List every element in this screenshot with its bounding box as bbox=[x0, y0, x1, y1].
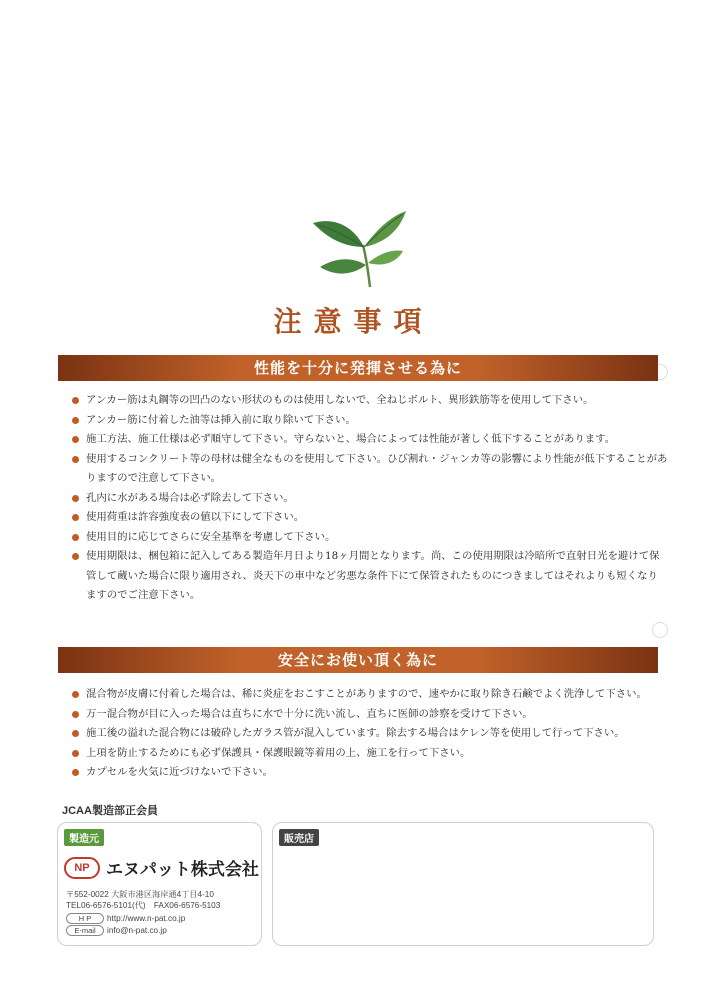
list-item bbox=[68, 508, 668, 528]
list-item bbox=[68, 411, 668, 431]
list-item-text: 使用目的に応じてさらに安全基準を考慮して下さい。 bbox=[86, 530, 336, 543]
company-name: エヌパット株式会社 bbox=[106, 860, 259, 879]
list-item-text: カプセルを火気に近づけないで下さい。 bbox=[86, 766, 273, 778]
list-item bbox=[68, 430, 668, 450]
list-item bbox=[68, 724, 668, 744]
bullet-icon bbox=[72, 417, 79, 424]
bullet-icon bbox=[72, 456, 79, 463]
list-item bbox=[68, 744, 668, 764]
bullet-icon bbox=[72, 691, 79, 698]
email-link[interactable]: info@n-pat.co.jp bbox=[107, 926, 167, 935]
list-item-text: 孔内に水がある場合は必ず除去して下さい。 bbox=[86, 491, 294, 504]
list-item-text: アンカー筋は丸鋼等の凹凸のない形状のものは使用しないで、全ねじボルト、異形鉄筋等を使用して下さい。 bbox=[86, 394, 594, 406]
manufacturer-box bbox=[57, 822, 262, 946]
list-item-text: 使用するコンクリート等の母材は健全なものを使用して下さい。ひび割れ・ジャンカ等の影響により性能が低下することがありますので注意して下さい。 bbox=[86, 452, 668, 484]
bullet-icon bbox=[72, 495, 79, 502]
list-item-text: 万一混合物が目に入った場合は直ちに水で十分に洗い流し、直ちに医師の診察を受けて下さい。 bbox=[86, 707, 533, 720]
section-heading-performance: 性能を十分に発揮させる為に bbox=[58, 355, 658, 381]
list-item-text: 使用荷重は許容強度表の値以下にして下さい。 bbox=[86, 511, 305, 523]
bullet-icon bbox=[72, 534, 79, 541]
list-item bbox=[68, 547, 668, 606]
dealer-tag: 販売店 bbox=[279, 829, 319, 846]
hp-label: H P bbox=[66, 913, 104, 924]
manufacturer-tag: 製造元 bbox=[64, 829, 104, 846]
bullet-icon bbox=[72, 769, 79, 776]
membership-label: JCAA製造部正会員 bbox=[62, 805, 158, 817]
company-phone: TEL06-6576-5101(代) FAX06-6576-5103 bbox=[66, 901, 221, 910]
list-item bbox=[68, 705, 668, 725]
company-address: 〒552-0022 大阪市港区海岸通4丁目4-10 bbox=[66, 890, 214, 899]
bullet-icon bbox=[72, 750, 79, 757]
leaf-icon bbox=[308, 205, 408, 290]
np-logo-icon: NP bbox=[64, 857, 100, 879]
bullet-icon bbox=[72, 711, 79, 718]
dealer-box bbox=[272, 822, 654, 946]
list-item bbox=[68, 763, 668, 783]
list-item bbox=[68, 489, 668, 509]
list-item-text: アンカー筋に付着した油等は挿入前に取り除いて下さい。 bbox=[86, 413, 356, 426]
bullet-icon bbox=[72, 514, 79, 521]
email-row bbox=[66, 925, 167, 936]
email-label: E-mail bbox=[66, 925, 104, 936]
website-link[interactable]: http://www.n-pat.co.jp bbox=[107, 914, 186, 923]
list-item-text: 混合物が皮膚に付着した場合は、稀に炎症をおこすことがありますので、速やかに取り除き石鹸でよく洗浄して下さい。 bbox=[86, 688, 647, 700]
bullet-icon bbox=[72, 553, 79, 560]
list-item-text: 施工方法、施工仕様は必ず順守して下さい。守らないと、場合によっては性能が著しく低下することがあります。 bbox=[86, 433, 616, 445]
bullet-icon bbox=[72, 436, 79, 443]
company-logo bbox=[64, 855, 259, 880]
list-item bbox=[68, 528, 668, 548]
safety-list bbox=[68, 685, 668, 783]
page-title: 注意事項 bbox=[273, 305, 434, 338]
list-item-text: 使用期限は、梱包箱に記入してある製造年月日より18ヶ月間となります。尚、この使用期限は冷暗所で直射日光を避けて保管して蔵いた場合に限り適用され、炎天下の車中など劣悪な条件下にて保管されたものにつきましてはそれよりも短くなりますのでご注意下さい。 bbox=[86, 550, 660, 601]
list-item bbox=[68, 391, 668, 411]
list-item-text: 上項を防止するためにも必ず保護具・保護眼鏡等着用の上、施工を行って下さい。 bbox=[86, 746, 471, 759]
list-item-text: 施工後の溢れた混合物には破砕したガラス管が混入しています。除去する場合はケレン等を使用して行って下さい。 bbox=[86, 727, 625, 739]
section-heading-safety: 安全にお使い頂く為に bbox=[58, 647, 658, 673]
list-item bbox=[68, 685, 668, 705]
bullet-icon bbox=[72, 730, 79, 737]
performance-list bbox=[68, 391, 668, 606]
binding-hole bbox=[652, 622, 668, 638]
list-item bbox=[68, 450, 668, 489]
bullet-icon bbox=[72, 397, 79, 404]
website-row bbox=[66, 913, 185, 924]
